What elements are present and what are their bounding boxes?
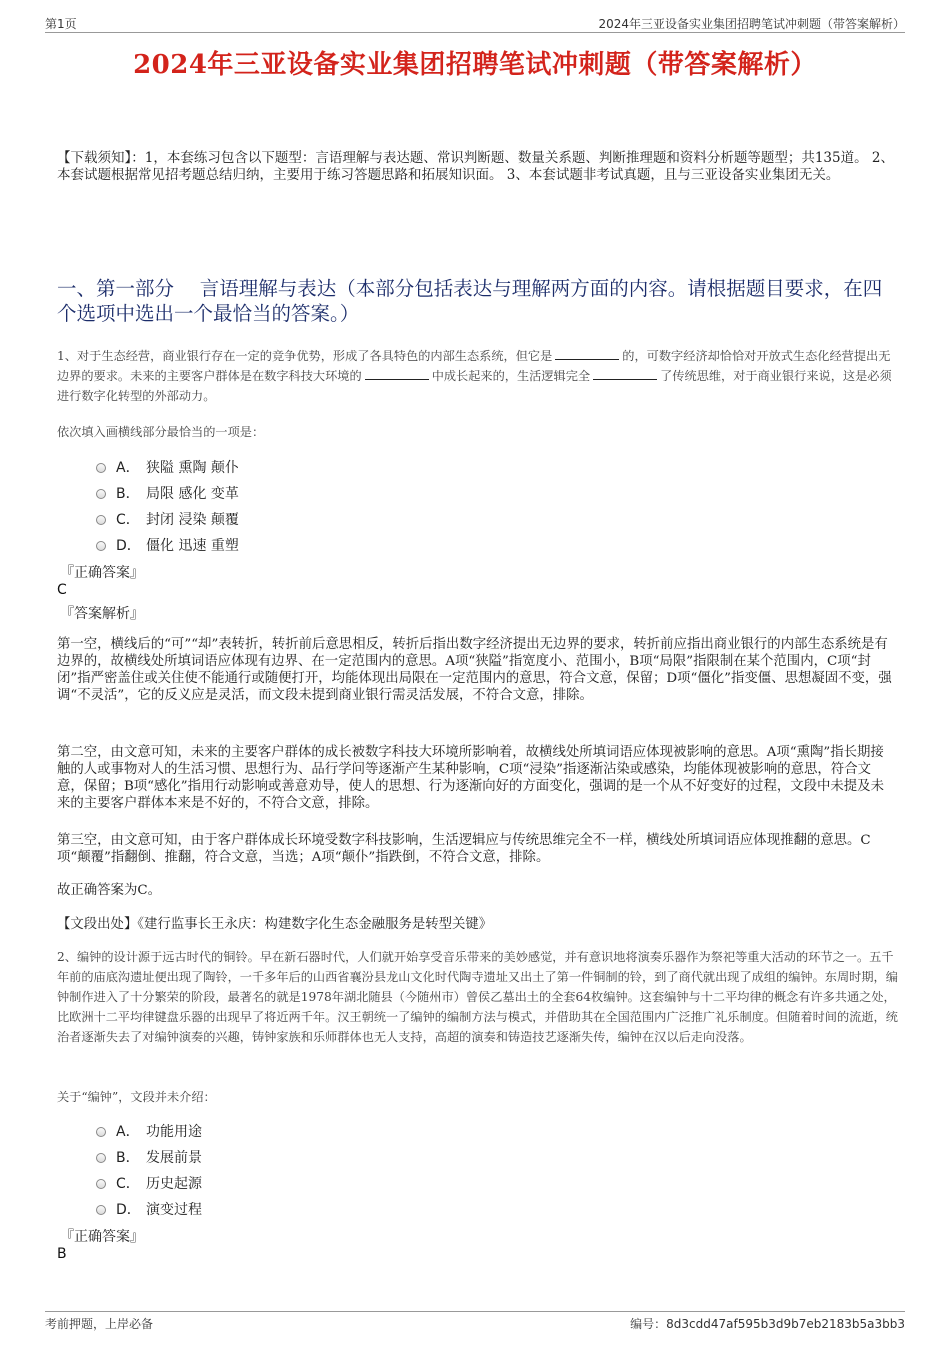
q1-prompt: 依次填入画横线部分最恰当的一项是： <box>57 425 265 439</box>
q2-option-d[interactable]: D． 演变过程 <box>96 1199 202 1219</box>
radio-icon[interactable] <box>96 541 106 551</box>
q1-text-part2: 的，可数字经济却恰恰对开放式生态化经营提出无边界的要求。未来的主要客户群体是在数字科技大环境的 <box>57 349 891 383</box>
q1-option-d[interactable]: D． 僵化 迅速 重塑 <box>96 535 239 555</box>
q1-option-c[interactable]: C． 封闭 浸染 颠覆 <box>96 509 239 529</box>
q1-answer: C <box>57 582 67 598</box>
q1-analysis-para-1: 第一空，横线后的“可”“却”表转折，转折前后意思相反，转折后指出数字经济提出无边界的要求，转折前应指出商业银行的内部生态系统是有边界的，故横线处所填词语应体现有边界、在一定范围内的意思。A项“狭隘”指宽度小、范围小，B项“局限”指限制在某个范围内，C项“封闭”指严密盖住或关住使不能通行或随便打开，均能体现出局限在一定范围内的意思，符合文意，保留；D项“僵化”指变僵、思想凝固不变，强调“不灵活”，它的反义应是灵活，而文段未提到商业银行需灵活发展，不符合文意，排除。 <box>57 637 892 703</box>
q1-option-a[interactable]: A． 狭隘 熏陶 颠仆 <box>96 457 239 477</box>
question-1-stem <box>57 346 902 406</box>
radio-icon[interactable] <box>96 1153 106 1163</box>
q1-source: 【文段出处】《建行监事长王永庆：构建数字化生态金融服务是转型关键》 <box>57 917 493 932</box>
radio-icon[interactable] <box>96 489 106 499</box>
q1-text-part1: 1、对于生态经营，商业银行存在一定的竞争优势，形成了各具特色的内部生态系统，但它是 <box>57 349 553 363</box>
footer-slogan: 考前押题，上岸必备 <box>45 1317 154 1331</box>
radio-icon[interactable] <box>96 1205 106 1215</box>
fill-blank-2 <box>365 367 429 380</box>
q2-option-a[interactable]: A． 功能用途 <box>96 1121 202 1141</box>
fill-blank-1 <box>555 347 619 360</box>
page-header <box>45 14 905 33</box>
page-number: 第1页 <box>45 17 77 31</box>
q2-option-b[interactable]: B． 发展前景 <box>96 1147 202 1167</box>
download-notice: 【下载须知】：1，本套练习包含以下题型：言语理解与表达题、常识判断题、数量关系题、判断推理题和资料分析题等题型；共135道。 2、本套试题根据常见招考题总结归纳，主要用于练习答题思路和拓展知识面。 3、本套试题非考试真题，且与三亚设备实业集团无关。 <box>57 150 894 183</box>
page-title: 2024年三亚设备实业集团招聘笔试冲刺题（带答案解析） <box>133 50 817 80</box>
q1-text-part3: 中成长起来的，生活逻辑完全 <box>431 369 591 383</box>
q1-conclusion: 故正确答案为C。 <box>57 883 161 898</box>
question-2-stem: 2、编钟的设计源于远古时代的铜铃。早在新石器时代，人们就开始享受音乐带来的美妙感觉，并有意识地将演奏乐器作为祭祀等重大活动的环节之一。五千年前的庙底沟遗址便出现了陶铃，一千多年后的山西省襄汾县龙山文化时代陶寺遗址又出土了第一件铜制的铃，到了商代就出现了成组的编钟。东周时期，编钟制作进入了十分繁荣的阶段，最著名的就是1978年湖北随县（今随州市）曾侯乙墓出土的全套64枚编钟。这套编钟与十二平均律的概念有许多共通之处，比欧洲十二平均律键盘乐器的出现早了将近两千年。汉王朝统一了编钟的编制方法与模式，并借助其在全国范围内广泛推广礼乐制度。但随着时间的流逝，统治者逐渐失去了对编钟演奏的兴趣，铸钟家族和乐师群体也无人支持，高超的演奏和铸造技艺逐渐失传，编钟在汉以后走向没落。 <box>57 950 898 1044</box>
page-footer <box>45 1311 905 1331</box>
fill-blank-3 <box>593 367 657 380</box>
q1-text-part4: 了传统思维，对于商业银行来说，这是必须进行数字化转型的外部动力。 <box>57 369 892 403</box>
radio-icon[interactable] <box>96 463 106 473</box>
radio-icon[interactable] <box>96 515 106 525</box>
section-heading: 一、第一部分 言语理解与表达（本部分包括表达与理解两方面的内容。请根据题目要求，在四个选项中选出一个最恰当的答案。） <box>57 277 883 325</box>
header-doc-title: 2024年三亚设备实业集团招聘笔试冲刺题（带答案解析） <box>598 17 905 31</box>
q1-option-b[interactable]: B． 局限 感化 变革 <box>96 483 239 503</box>
q1-analysis-label: 『答案解析』 <box>60 606 144 622</box>
radio-icon[interactable] <box>96 1179 106 1189</box>
q2-prompt: 关于“编钟”，文段并未介绍： <box>57 1090 216 1104</box>
q1-analysis-para-3: 第三空，由文意可知，由于客户群体成长环境受数字科技影响，生活逻辑应与传统思维完全不一样，横线处所填词语应体现推翻的意思。C项“颠覆”指翻倒、推翻，符合文意，当选；A项“颠仆”指跌倒，不符合文意，排除。 <box>57 833 871 865</box>
q1-answer-label: 『正确答案』 <box>60 565 144 581</box>
q2-answer: B <box>57 1246 67 1262</box>
q2-option-c[interactable]: C． 历史起源 <box>96 1173 202 1193</box>
radio-icon[interactable] <box>96 1127 106 1137</box>
footer-code: 编号：8d3cdd47af595b3d9b7eb2183b5a3bb3 <box>630 1317 905 1331</box>
q2-answer-label: 『正确答案』 <box>60 1229 144 1245</box>
q1-analysis-para-2: 第二空，由文意可知，未来的主要客户群体的成长被数字科技大环境所影响着，故横线处所填词语应体现被影响的意思。A项“熏陶”指长期接触的人或事物对人的生活习惯、思想行为、品行学问等逐渐产生某种影响，C项“浸染”指逐渐沾染或感染，均能体现被影响的意思，符合文意，保留；B项“感化”指用行动影响或善意劝导，使人的思想、行为逐渐向好的方面变化，强调的是一个从不好变好的过程，文段中未提及未来的主要客户群体本来是不好的，不符合文意，排除。 <box>57 745 884 811</box>
